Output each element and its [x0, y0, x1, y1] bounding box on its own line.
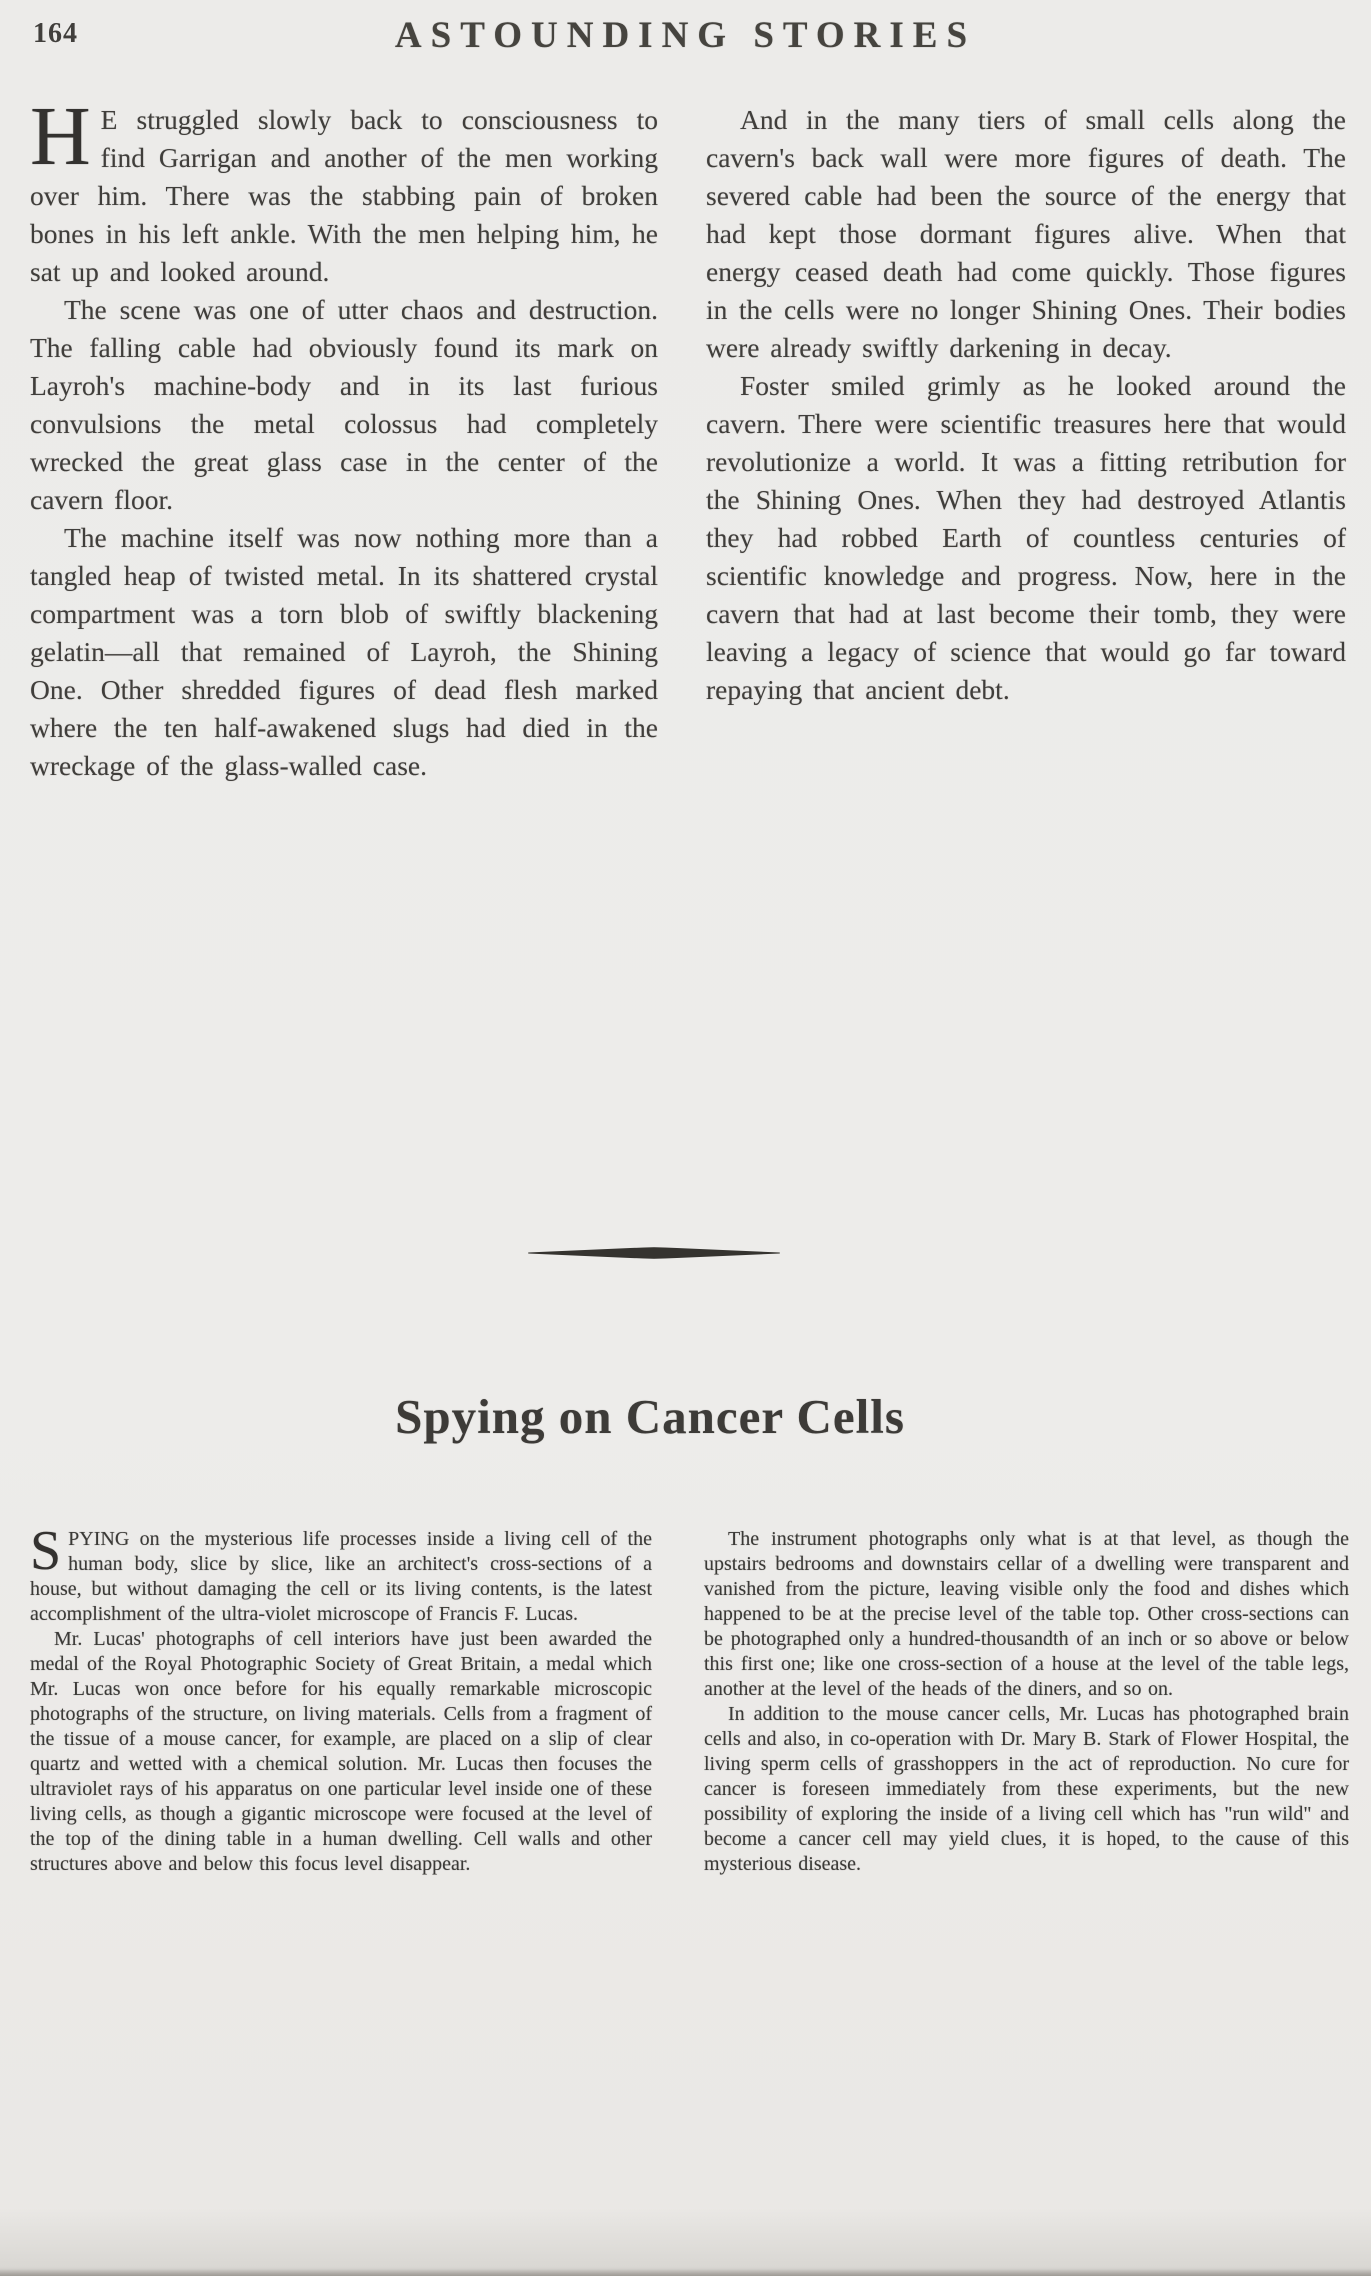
- section-divider-ornament: [528, 1247, 780, 1259]
- story-paragraph: Foster smiled grimly as he looked around the cavern. There were scientific treasures here that would revolutionize a world. It was a fitting retribution for the Shining Ones. When they had destroyed Atlantis they had robbed Earth of countless centuries of scientific knowledge and progress. Now, here in the cavern that had at last become their tomb, they were leaving a legacy of science that would go far toward repaying that ancient debt.: [706, 370, 1346, 705]
- article-paragraph: [30, 1520, 652, 1627]
- story-paragraph-text: E struggled slowly back to consciousness to find Garrigan and another of the men working over him. There was the stabbing pain of broken bones in his left ankle. With the men helping him, he sat up and looked around.: [30, 104, 658, 287]
- scan-edge-shadow: [0, 2269, 1371, 2276]
- article-right-column: [704, 1527, 1349, 1877]
- story-paragraph: The machine itself was now nothing more than a tangled heap of twisted metal. In its shattered crystal compartment was a torn blob of swiftly blackening gelatin—all that remained of Layroh, the Shining One. Other shredded figures of dead flesh marked where the ten half-awakened slugs had died in the wreckage of the glass-walled case.: [30, 522, 658, 781]
- story-paragraph: And in the many tiers of small cells along the cavern's back wall were more figures of death. The severed cable had been the source of the energy that had kept those dormant figures alive. When that energy ceased death had come quickly. Those figures in the cells were no longer Shining Ones. Their bodies were already swiftly darkening in decay.: [706, 104, 1346, 363]
- article-title: Spying on Cancer Cells: [395, 1389, 905, 1444]
- article-left-column: [30, 1520, 652, 1877]
- story-paragraph: The scene was one of utter chaos and destruction. The falling cable had obviously found its mark on Layroh's machine-body and in its last furious convulsions the metal colossus had completely wrecked the great glass case in the center of the cavern floor.: [30, 294, 658, 515]
- article-paragraph: Mr. Lucas' photographs of cell interiors have just been awarded the medal of the Royal Photographic Society of Great Britain, a medal which Mr. Lucas won once before for his equally remarkable microscopic photographs of the structure, on living materials. Cells from a fragment of the tissue of a mouse cancer, for example, are placed on a slip of clear quartz and wetted with a chemical solution. Mr. Lucas then focuses the ultraviolet rays of his apparatus on one particular level inside one of these living cells, as though a gigantic microscope were focused at the level of the top of the dining table in a human dwelling. Cell walls and other structures above and below this focus level disappear.: [30, 1628, 652, 1875]
- drop-cap-s: S: [30, 1520, 62, 1582]
- story-left-column: [30, 90, 658, 785]
- article-paragraph: The instrument photographs only what is at that level, as though the upstairs bedrooms and downstairs cellar of a dwelling were transparent and vanished from the picture, leaving visible only the food and dishes which happened to be at the precise level of the table top. Other cross-sections can be photographed only a hundred-thousandth of an inch or so above or below this first one; like one cross-section of a house at the level of the table legs, another at the level of the heads of the diners, and so on.: [704, 1528, 1349, 1700]
- running-head: [0, 14, 1371, 64]
- drop-cap-h: H: [30, 90, 91, 183]
- running-title: ASTOUNDING STORIES: [394, 15, 977, 56]
- story-paragraph: [30, 90, 658, 291]
- article-paragraph: In addition to the mouse cancer cells, Mr. Lucas has photographed brain cells and also, in co-operation with Dr. Mary B. Stark of Flower Hospital, the living sperm cells of grasshoppers in the act of reproduction. No cure for cancer is foreseen immediately from these experiments, but the new possibility of exploring the inside of a living cell which has "run wild" and become a cancer cell may yield clues, it is hoped, to the cause of this mysterious disease.: [704, 1703, 1349, 1875]
- article-paragraph-text: PYING on the mysterious life processes inside a living cell of the human body, slice by slice, like an architect's cross-sections of a house, but without damaging the cell or its living contents, is the latest accomplishment of the ultra-violet microscope of Francis F. Lucas.: [30, 1528, 652, 1625]
- story-right-column: [706, 101, 1346, 709]
- page-number: 164: [33, 18, 78, 49]
